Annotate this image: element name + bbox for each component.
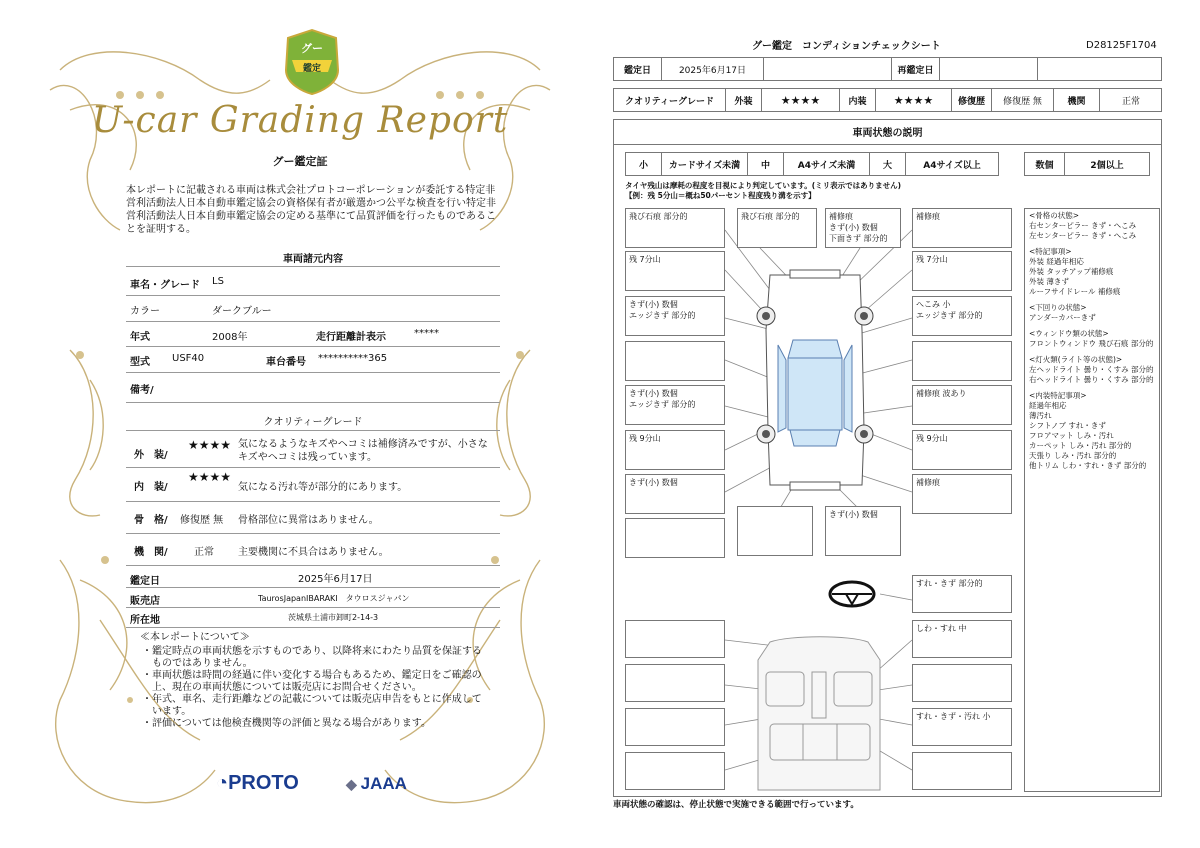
tire-box-front-left: 残 7分山: [625, 251, 725, 291]
size-large-desc: A4サイズ以上: [923, 160, 981, 171]
notes-heading: ≪本レポートについて≫: [140, 632, 250, 643]
spec-name-value: LS: [212, 276, 224, 287]
cert-heading: グー鑑定証: [272, 155, 328, 168]
note-item: ・年式、車名、走行距離などの記載については販売店申告をもとに作成しています。: [142, 694, 482, 717]
interior-box-right-4: [912, 752, 1012, 790]
q-engine-note: 主要機関に不具合はありません。: [238, 547, 389, 558]
spec-remarks-label: 備考/: [130, 385, 154, 396]
exterior-label: 外装: [726, 89, 762, 111]
q-interior-label: 内 装/: [134, 482, 168, 493]
damage-box-left-1: きず(小) 数個 エッジきず 部分的: [625, 296, 725, 336]
size-small-desc: カードサイズ未満: [662, 153, 748, 175]
appraisal-date-label: 鑑定日: [130, 576, 160, 587]
specs-heading: 車両諸元内容: [283, 254, 343, 265]
interior-label: 内装: [840, 89, 876, 111]
repair-value: 修復歴 無: [992, 89, 1054, 111]
damage-box-rear-left: きず(小) 数個: [625, 474, 725, 514]
proto-logo: ◔PROTO: [216, 772, 299, 794]
intro-paragraph: 本レポートに記載される車両は株式会社プロトコーポレーションが委託する特定非営利活動法人日本自動車鑑定協会の資格保有者が厳選かつ公平な検査を行い特定非営利活動法人日本自動車鑑定協会の定める基準にて品質評価を行ったものであることを証明する。: [126, 185, 496, 235]
date-value: 2025年6月17日: [662, 58, 764, 80]
size-small: 小: [626, 153, 662, 175]
legend-group-underbody: <下回りの状態> アンダーカバーきず: [1029, 303, 1096, 322]
interior-stars: ★★★★: [876, 89, 952, 111]
car-glass: [778, 340, 852, 446]
interior-box-left-2: [625, 664, 725, 702]
badge-top-text: グー: [301, 42, 323, 55]
appraisal-addr-value: 茨城県土浦市卸町2-14-3: [288, 613, 379, 622]
section-title: 車両状態の説明: [613, 119, 1162, 145]
damage-box-rear-1: [625, 518, 725, 558]
size-large: 大: [870, 153, 906, 175]
q-interior-stars: ★★★★: [188, 470, 232, 484]
engine-value: 正常: [1121, 96, 1140, 107]
date-label: 鑑定日: [614, 58, 662, 80]
interior-box-left-1: [625, 620, 725, 658]
repair-label: 修復歴: [952, 89, 992, 111]
sheet-title: グー鑑定 コンディションチェックシート: [752, 41, 941, 52]
damage-box-front-left: 飛び石痕 部分的: [625, 208, 725, 248]
condition-legend: [1024, 208, 1160, 792]
tire-note-2: 【例：残 5分山＝概ね50パーセント程度残り溝を示す】: [625, 191, 816, 200]
quality-heading: クオリティーグレード: [263, 417, 363, 428]
note-item: ・評価については他検査機関等の評価と異なる場合があります。: [142, 718, 431, 729]
q-exterior-label: 外 装/: [134, 450, 168, 461]
interior-box-left-4: [625, 752, 725, 790]
q-frame-label: 骨 格/: [134, 515, 168, 526]
reinspect-label: 再鑑定日: [892, 58, 940, 80]
note-item: ・車両状態は時間の経過に伴い変化する場合もあるため、鑑定日をご確認の上、現在の車両状態については販売店にお問合せください。: [142, 670, 482, 693]
appraisal-shop-value: TaurosJapanIBARAKI タウロスジャパン: [258, 594, 410, 603]
appraisal-shop-label: 販売店: [130, 596, 160, 607]
spec-color-value: ダークブルー: [212, 306, 272, 317]
spec-model-label: 型式: [130, 357, 150, 368]
legend-group-lights: <灯火類(ライト等の状態)> 左ヘッドライト 曇り・くすみ 部分的 右ヘッドライト 曇り・くすみ 部分的: [1029, 355, 1154, 384]
interior-diagram: [758, 637, 880, 790]
interior-box-right-3: すれ・きず・汚れ 小: [912, 708, 1012, 746]
size-count: 数個: [1025, 153, 1065, 175]
tire-box-rear-left: 残 9分山: [625, 430, 725, 470]
interior-box-right-1: しわ・すれ 中: [912, 620, 1012, 658]
legend-group-special: <特記事項> 外装 経過年相応 外装 タッチアップ補修痕 外装 薄きず ルーフサイドレール 補修痕: [1029, 247, 1121, 296]
appraisal-addr-label: 所在地: [130, 615, 160, 626]
damage-box-rear-center: きず(小) 数個: [825, 506, 901, 556]
q-exterior-stars: ★★★★: [188, 438, 232, 452]
spec-year-value: 2008年: [212, 332, 248, 343]
damage-box-rear-right: 補修痕: [912, 474, 1012, 514]
q-engine-value: 正常: [194, 547, 214, 558]
spec-model-value: USF40: [172, 353, 205, 364]
q-exterior-note: 気になるようなキズやヘコミは補修済みですが、小さなキズやヘコミは残っています。: [238, 439, 488, 463]
interior-box-right-2: [912, 664, 1012, 702]
size-count-desc: 2個以上: [1090, 160, 1124, 171]
damage-box-front-center-left: 飛び石痕 部分的: [737, 208, 817, 248]
report-title: U-car Grading Report: [91, 100, 509, 141]
engine-label: 機関: [1054, 89, 1100, 111]
damage-box-left-2: [625, 341, 725, 381]
size-medium-desc: A4サイズ未満: [784, 153, 870, 175]
doc-id: D28125F1704: [1086, 40, 1157, 51]
spec-name-label: 車名・グレード: [130, 280, 200, 291]
interior-box-left-3: [625, 708, 725, 746]
damage-box-left-3: きず(小) 数個 エッジきず 部分的: [625, 385, 725, 425]
spec-year-label: 年式: [130, 332, 150, 343]
jaaa-logo: ◆ JAAA: [346, 774, 407, 793]
spec-chassis-value: **********365: [318, 353, 388, 364]
steering-box: すれ・きず 部分的: [912, 575, 1012, 613]
q-engine-label: 機 関/: [134, 547, 168, 558]
size-medium: 中: [748, 153, 784, 175]
exterior-stars: ★★★★: [762, 89, 840, 111]
spec-mileage-label: 走行距離計表示: [316, 332, 386, 343]
spec-chassis-label: 車台番号: [266, 357, 306, 368]
damage-box-right-3: 補修痕 波あり: [912, 385, 1012, 425]
spec-mileage-value: *****: [414, 328, 439, 339]
appraisal-date-value: 2025年6月17日: [298, 574, 373, 585]
damage-box-right-2: [912, 341, 1012, 381]
q-frame-value: 修復歴 無: [180, 515, 224, 526]
q-interior-note: 気になる汚れ等が部分的にあります。: [238, 482, 408, 493]
damage-box-front-right: 補修痕: [912, 208, 1012, 248]
damage-box-right-1: へこみ 小 エッジきず 部分的: [912, 296, 1012, 336]
steering-wheel-icon: [830, 582, 874, 606]
sheet-footer: 車両状態の確認は、停止状態で実施できる範囲で行っています。: [613, 800, 859, 810]
note-item: ・鑑定時点の車両状態を示すものであり、以降将来にわたり品質を保証するものではありません。: [142, 646, 482, 669]
q-frame-note: 骨格部位に異常はありません。: [238, 515, 379, 526]
legend-group-windows: <ウィンドウ類の状態> フロントウィンドウ 飛び石痕 部分的: [1029, 329, 1154, 348]
tire-box-rear-right: 残 9分山: [912, 430, 1012, 470]
damage-box-rear-2: [737, 506, 813, 556]
spec-color-label: カラー: [130, 306, 160, 317]
grade-label: クオリティーグレード: [614, 89, 726, 111]
damage-box-front-center-right: 補修痕 きず(小) 数個 下面きず 部分的: [825, 208, 901, 248]
legend-group-frame: <骨格の状態> 右センターピラー きず・へこみ 左センターピラー きず・へこみ: [1029, 211, 1137, 240]
badge-bottom-text: 鑑定: [302, 64, 321, 74]
legend-group-interior: <内装特記事項> 経過年相応 薄汚れ シフトノブ すれ・きず フロアマット しみ・汚れ カーペット しみ・汚れ 部分的 天張り しみ・汚れ 部分的 他トリム しわ・すれ・きず 部分的: [1029, 391, 1147, 470]
tire-box-front-right: 残 7分山: [912, 251, 1012, 291]
tire-note-1: タイヤ残山は摩耗の程度を目視により判定しています。(ミリ表示ではありません): [625, 181, 902, 190]
